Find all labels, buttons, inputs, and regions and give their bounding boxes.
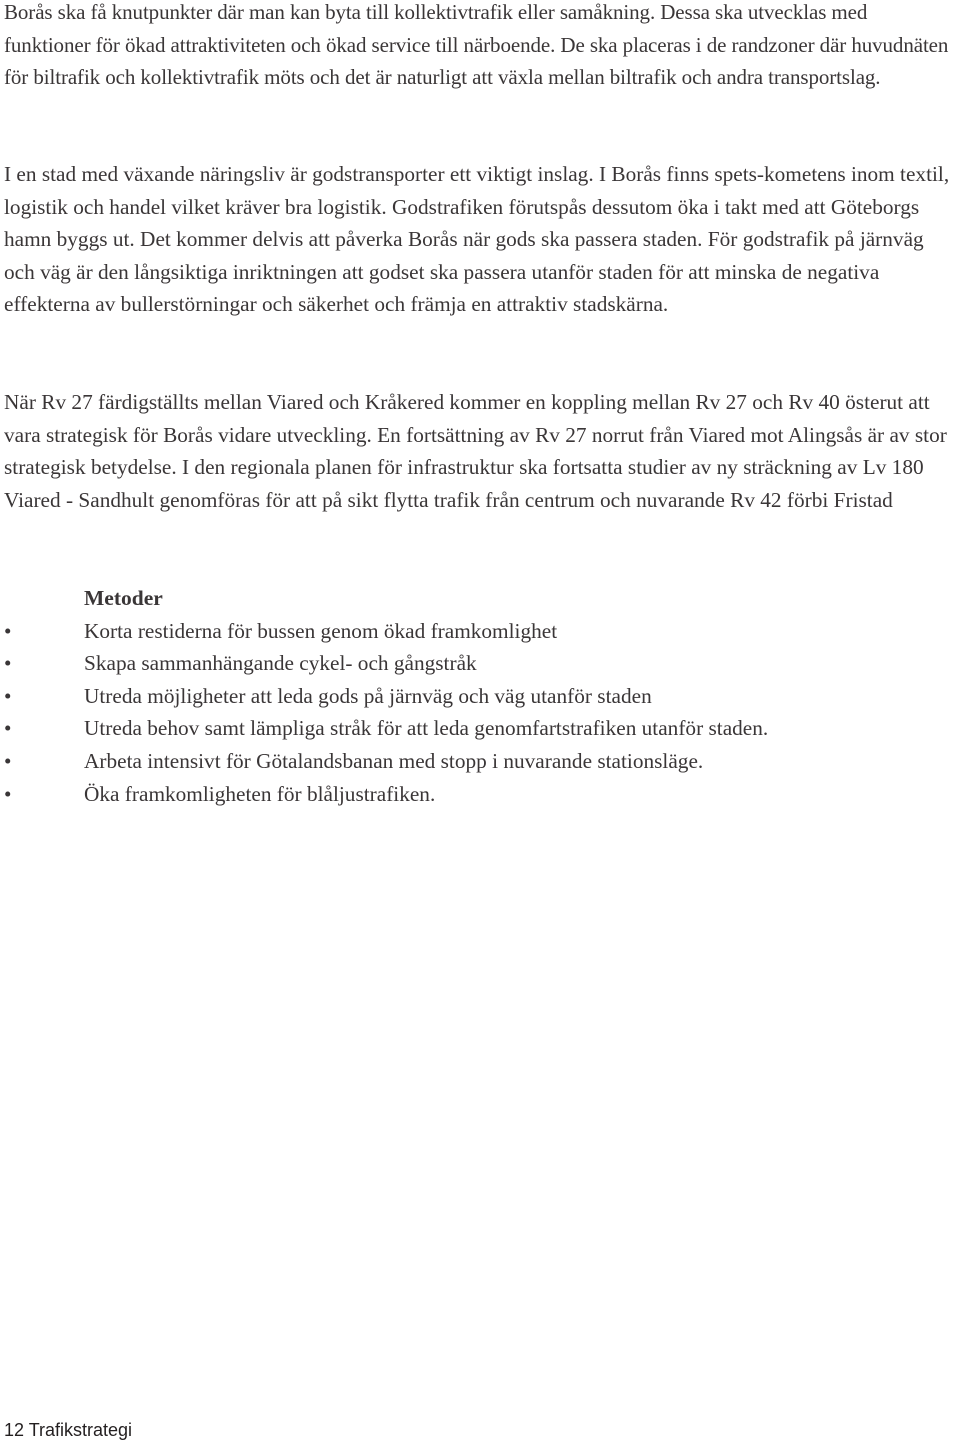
list-item-text: Öka framkomligheten för blåljustrafiken. [84,781,436,806]
bullet-icon: • [4,618,12,643]
list-item-text: Korta restiderna för bussen genom ökad framkomlighet [84,618,558,643]
list-item-text: Utreda behov samt lämpliga stråk för att leda genomfartstrafiken utanför staden. [84,716,769,741]
paragraph-godstransporter: I en stad med växande näringsliv är godstransporter ett viktigt inslag. I Borås finns spets-kometens inom textil, logistik och handel vilket kräver bra logistik. Godstrafiken förutspås dessutom öka i takt med att Göteborgs hamn byggs ut. Det kommer delvis att påverka Borås när gods ska passera staden. För godstrafik på järnväg och väg är den långsiktiga inriktningen att godset ska passera utanför staden för att minska de negativa effekterna av bullerstörningar och säkerhet och främja en attraktiv stadskärna. [4,162,950,317]
bullet-icon: • [4,781,12,806]
list-item [4,615,956,648]
list-item [4,647,956,680]
bullet-icon: • [4,716,12,741]
bullet-icon: • [4,651,12,676]
list-item-text: Skapa sammanhängande cykel- och gångstråk [84,651,477,676]
list-item-text: Utreda möjligheter att leda gods på järnväg och väg utanför staden [84,683,652,708]
methods-list [4,615,956,811]
bullet-icon: • [4,683,12,708]
methods-heading: Metoder [84,586,163,610]
bullet-icon: • [4,748,12,773]
list-item-text: Arbeta intensivt för Götalandsbanan med stopp i nuvarande stationsläge. [84,748,704,773]
methods-section [4,582,956,810]
list-item [4,680,956,713]
page-footer: 12 Trafikstrategi [4,1420,133,1440]
paragraph-rv27: När Rv 27 färdigställts mellan Viared och Kråkered kommer en koppling mellan Rv 27 och Rv 40 österut att vara strategisk för Borås vidare utveckling. En fortsättning av Rv 27 norrut från Viared mot Alingsås är av stor strategisk betydelse. I den regionala planen för infrastruktur ska fortsatta studier av ny sträckning av Lv 180 Viared - Sandhult genomföras för att på sikt flytta trafik från centrum och nuvarande Rv 42 förbi Fristad [4,390,947,512]
list-item [4,745,956,778]
paragraph-knutpunkter: Borås ska få knutpunkter där man kan byta till kollektivtrafik eller samåkning. Dessa ska utvecklas med funktioner för ökad attraktiviteten och ökad service till närboende. De ska placeras i de randzoner där huvudnäten för biltrafik och kollektivtrafik möts och det är naturligt att växla mellan biltrafik och andra transportslag. [4,0,949,90]
list-item [4,778,956,811]
list-item [4,712,956,745]
